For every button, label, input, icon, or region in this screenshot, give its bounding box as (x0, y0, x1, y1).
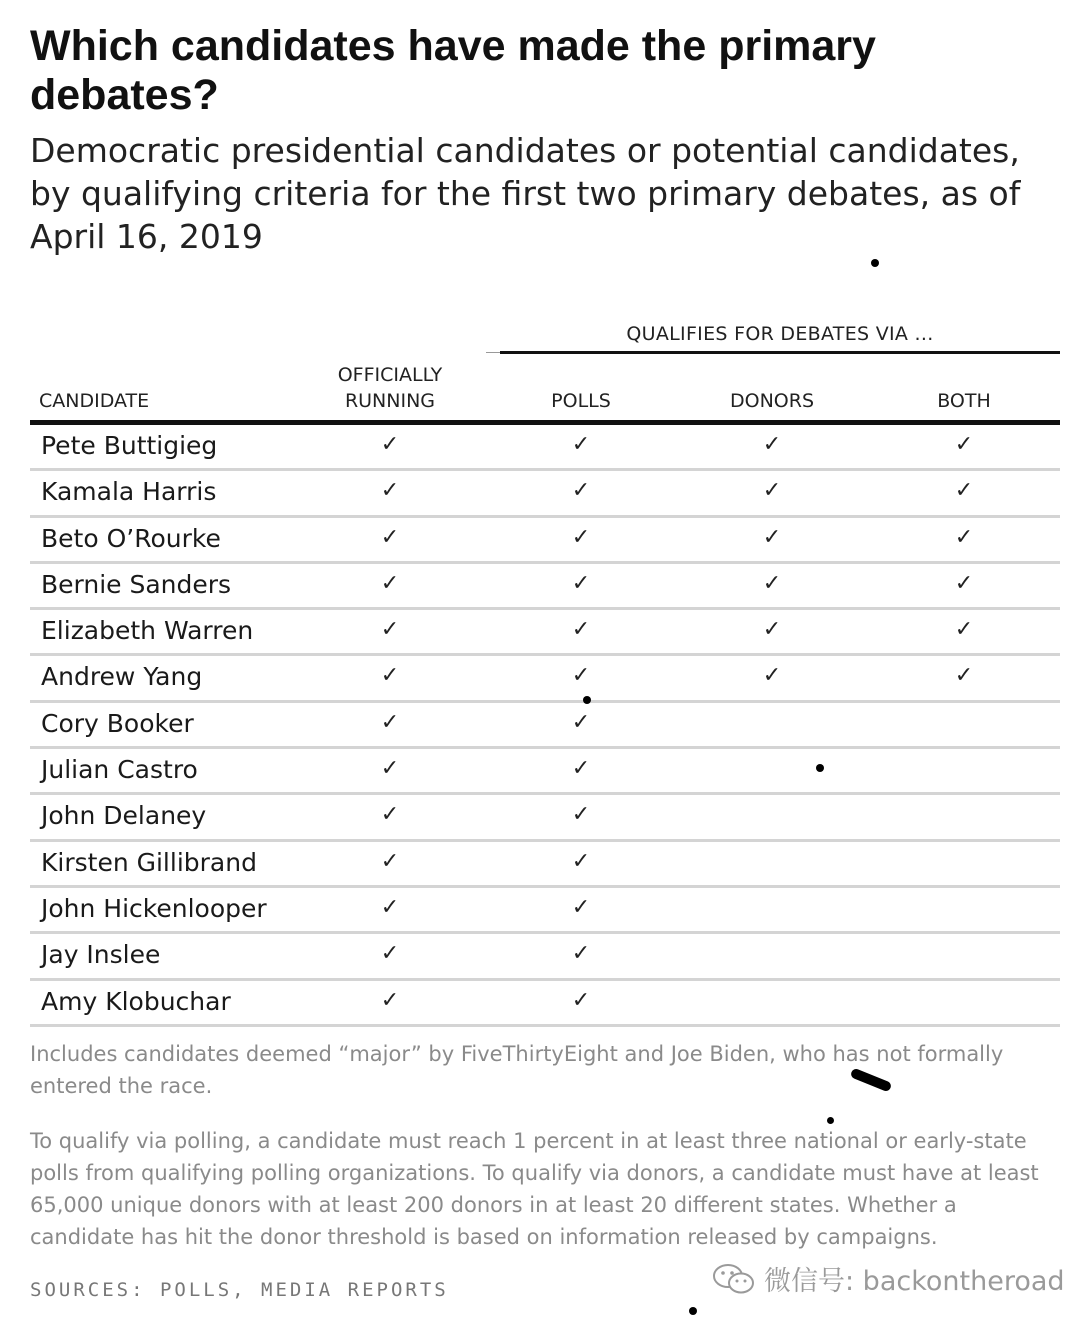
group-header-rule-tail (486, 352, 500, 353)
table-row (30, 795, 1060, 841)
candidate-name: Beto O’Rourke (41, 523, 221, 553)
check-icon-both: ✓ (954, 432, 974, 457)
table-row (30, 656, 1060, 702)
candidate-name: Andrew Yang (41, 662, 203, 692)
check-icon-running: ✓ (380, 432, 400, 457)
stray-mark (689, 1307, 697, 1315)
candidate-name: Elizabeth Warren (41, 616, 254, 646)
check-icon-donors: ✓ (762, 663, 782, 689)
stray-mark (827, 1117, 834, 1124)
check-icon-polls: ✓ (571, 432, 591, 457)
candidate-name: Julian Castro (41, 755, 198, 785)
check-icon-polls: ✓ (571, 941, 591, 967)
check-icon-both: ✓ (954, 570, 974, 596)
check-icon-running: ✓ (380, 894, 400, 920)
check-icon-donors: ✓ (762, 524, 782, 550)
candidate-name: Bernie Sanders (41, 569, 232, 599)
check-icon-running: ✓ (380, 617, 400, 643)
candidate-name: Pete Buttigieg (41, 431, 218, 460)
candidate-name: Kirsten Gillibrand (41, 847, 257, 877)
check-icon-polls: ✓ (571, 570, 591, 596)
group-header-rule (500, 351, 1060, 354)
table-row (30, 749, 1060, 795)
column-header-both: BOTH (937, 390, 991, 412)
watermark (712, 1259, 1065, 1298)
table-row (30, 888, 1060, 934)
check-icon-running: ✓ (380, 570, 400, 596)
check-icon-running: ✓ (380, 756, 400, 782)
check-icon-both: ✓ (954, 617, 974, 643)
stray-mark (583, 696, 591, 704)
table-row (30, 425, 1060, 471)
candidate-name: John Delaney (41, 801, 207, 831)
column-header-candidate: CANDIDATE (39, 390, 150, 412)
check-icon-running: ✓ (380, 478, 400, 504)
watermark-text: 微信号: backontheroad (764, 1266, 1065, 1297)
table-row (30, 981, 1060, 1027)
check-icon-running: ✓ (380, 987, 400, 1013)
check-icon-running: ✓ (380, 941, 400, 967)
check-icon-polls: ✓ (571, 848, 591, 874)
check-icon-polls: ✓ (571, 709, 591, 735)
table-row (30, 564, 1060, 610)
page-subtitle: Democratic presidential candidates or potential candidates, by qualifying criteria for the first two primary debates, as of April 16, 2019 (30, 131, 1021, 256)
wechat-icon (712, 1262, 756, 1296)
check-icon-polls: ✓ (571, 663, 591, 689)
column-header-polls: POLLS (551, 390, 611, 412)
check-icon-both: ✓ (954, 524, 974, 550)
table-row (30, 518, 1060, 564)
check-icon-running: ✓ (380, 848, 400, 874)
check-icon-polls: ✓ (571, 756, 591, 782)
candidate-name: Kamala Harris (41, 477, 217, 507)
check-icon-donors: ✓ (762, 570, 782, 596)
check-icon-polls: ✓ (571, 478, 591, 504)
check-icon-both: ✓ (954, 663, 974, 689)
check-icon-donors: ✓ (762, 617, 782, 643)
check-icon-running: ✓ (380, 524, 400, 550)
candidate-table-body (30, 425, 1060, 1027)
column-header-running-line2: RUNNING (344, 390, 436, 412)
group-header: QUALIFIES FOR DEBATES VIA ... (626, 323, 934, 345)
candidate-name: John Hickenlooper (41, 893, 267, 923)
column-header-officially-running (300, 362, 480, 414)
column-header-donors: DONORS (729, 390, 814, 412)
table-row (30, 842, 1060, 888)
check-icon-polls: ✓ (571, 987, 591, 1013)
check-icon-running: ✓ (380, 709, 400, 735)
stray-mark (871, 259, 879, 267)
check-icon-running: ✓ (380, 802, 400, 828)
check-icon-both: ✓ (954, 478, 974, 504)
table-row (30, 610, 1060, 656)
page-title: Which candidates have made the primary debates? (30, 22, 876, 119)
check-icon-polls: ✓ (571, 894, 591, 920)
check-icon-donors: ✓ (762, 432, 782, 457)
check-icon-polls: ✓ (571, 524, 591, 550)
table-row (30, 703, 1060, 749)
candidate-name: Amy Klobuchar (41, 986, 231, 1016)
table-row (30, 934, 1060, 980)
check-icon-donors: ✓ (762, 478, 782, 504)
candidate-name: Jay Inslee (41, 940, 161, 970)
check-icon-polls: ✓ (571, 802, 591, 828)
sources-line: SOURCES: POLLS, MEDIA REPORTS (30, 1279, 449, 1301)
table-row (30, 471, 1060, 517)
check-icon-polls: ✓ (571, 617, 591, 643)
footnote-qualifying-criteria: To qualify via polling, a candidate must reach 1 percent in at least three national or early-state polls from qualifying polling organizations. To qualify via donors, a candidate must have at least 65,000 unique donors with at least 200 donors in at least 20 different states. Whether a candidate has hit the donor threshold is based on information released by campaigns. (30, 1129, 1039, 1249)
stray-mark (816, 764, 824, 772)
candidate-name: Cory Booker (41, 708, 194, 738)
column-header-running-line1: OFFICIALLY (337, 364, 443, 386)
check-icon-running: ✓ (380, 663, 400, 689)
footnote-included-candidates: Includes candidates deemed “major” by FiveThirtyEight and Joe Biden, who has not formally entered the race. (30, 1042, 1004, 1098)
